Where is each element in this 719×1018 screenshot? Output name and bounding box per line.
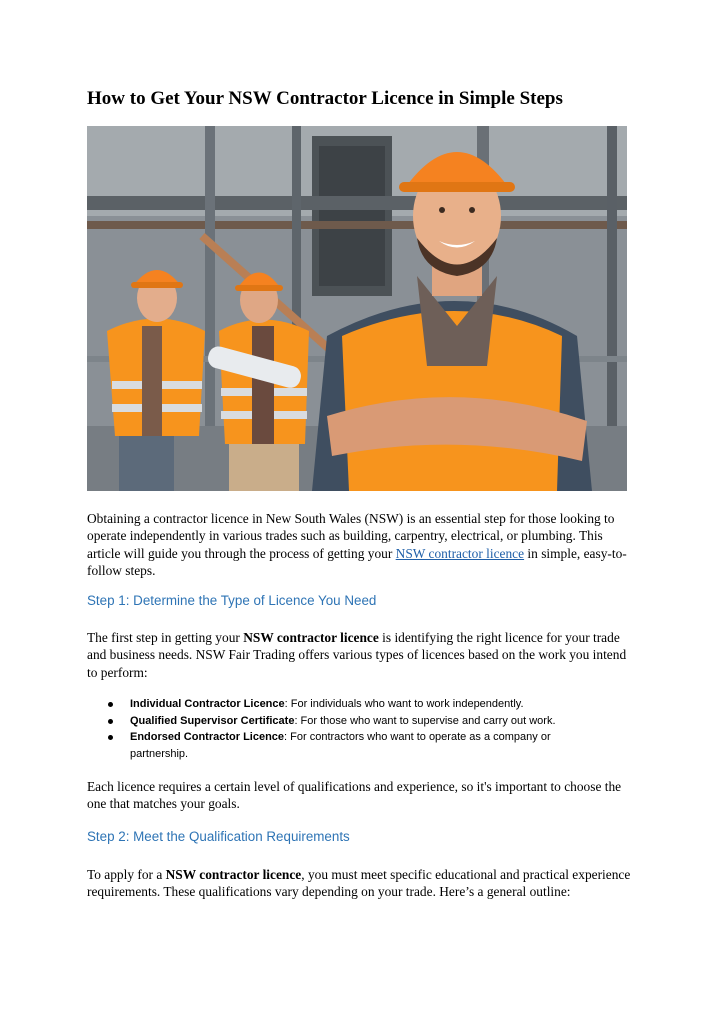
intro-paragraph: [87, 510, 639, 580]
list-item-title: Individual Contractor Licence: [130, 698, 285, 710]
list-item-text: : For contractors who want to operate as a company or partnership.: [130, 731, 551, 760]
step1-closing-paragraph: Each licence requires a certain level of qualifications and experience, so it's important to choose the one that matches your goals.: [87, 779, 622, 812]
licence-types-list: [108, 696, 608, 762]
step2-paragraph: [87, 866, 639, 901]
intro-text-end: in simple, easy-to-follow steps.: [87, 545, 627, 579]
intro-text: Obtaining a contractor licence in New South Wales (NSW) is an essential step for those looking to operate independently in various trades such as building, carpentry, electrical, or plumbing. This article will guide you through the process of getting your: [87, 511, 615, 561]
list-item: [108, 696, 608, 713]
list-item-title: Endorsed Contractor Licence: [130, 731, 285, 743]
list-item: [108, 713, 608, 730]
list-item: [108, 729, 586, 762]
step1-text-end: is identifying the right licence for your trade and business needs. NSW Fair Trading offers various types of licences based on the work you intend to perform:: [87, 630, 627, 680]
step1-text: The first step in getting your: [87, 630, 244, 645]
nsw-contractor-licence-link[interactable]: NSW contractor licence: [395, 545, 525, 561]
step2-text: To apply for a: [87, 867, 166, 882]
step2-text-end: , you must meet specific educational and practical experience requirements. These qualifications vary depending on your trade. Here’s a general outline:: [87, 867, 631, 900]
bullet-icon: [108, 719, 113, 724]
step2-bold-text: NSW contractor licence: [165, 867, 302, 882]
step2-heading: Step 2: Meet the Qualification Requirements: [87, 829, 350, 844]
bullet-icon: [108, 702, 113, 707]
page-title: How to Get Your NSW Contractor Licence in Simple Steps: [87, 88, 563, 109]
hero-photo-construction-workers: [87, 126, 627, 491]
step1-heading: Step 1: Determine the Type of Licence You Need: [87, 593, 377, 608]
construction-workers-illustration: [87, 126, 627, 491]
list-item-text: : For those who want to supervise and carry out work.: [294, 714, 556, 727]
list-item-text: : For individuals who want to work independently.: [284, 698, 524, 710]
bullet-icon: [108, 735, 113, 740]
step1-bold-text: NSW contractor licence: [243, 630, 379, 645]
list-item-title: Qualified Supervisor Certificate: [130, 714, 295, 727]
step1-paragraph: [87, 629, 639, 681]
